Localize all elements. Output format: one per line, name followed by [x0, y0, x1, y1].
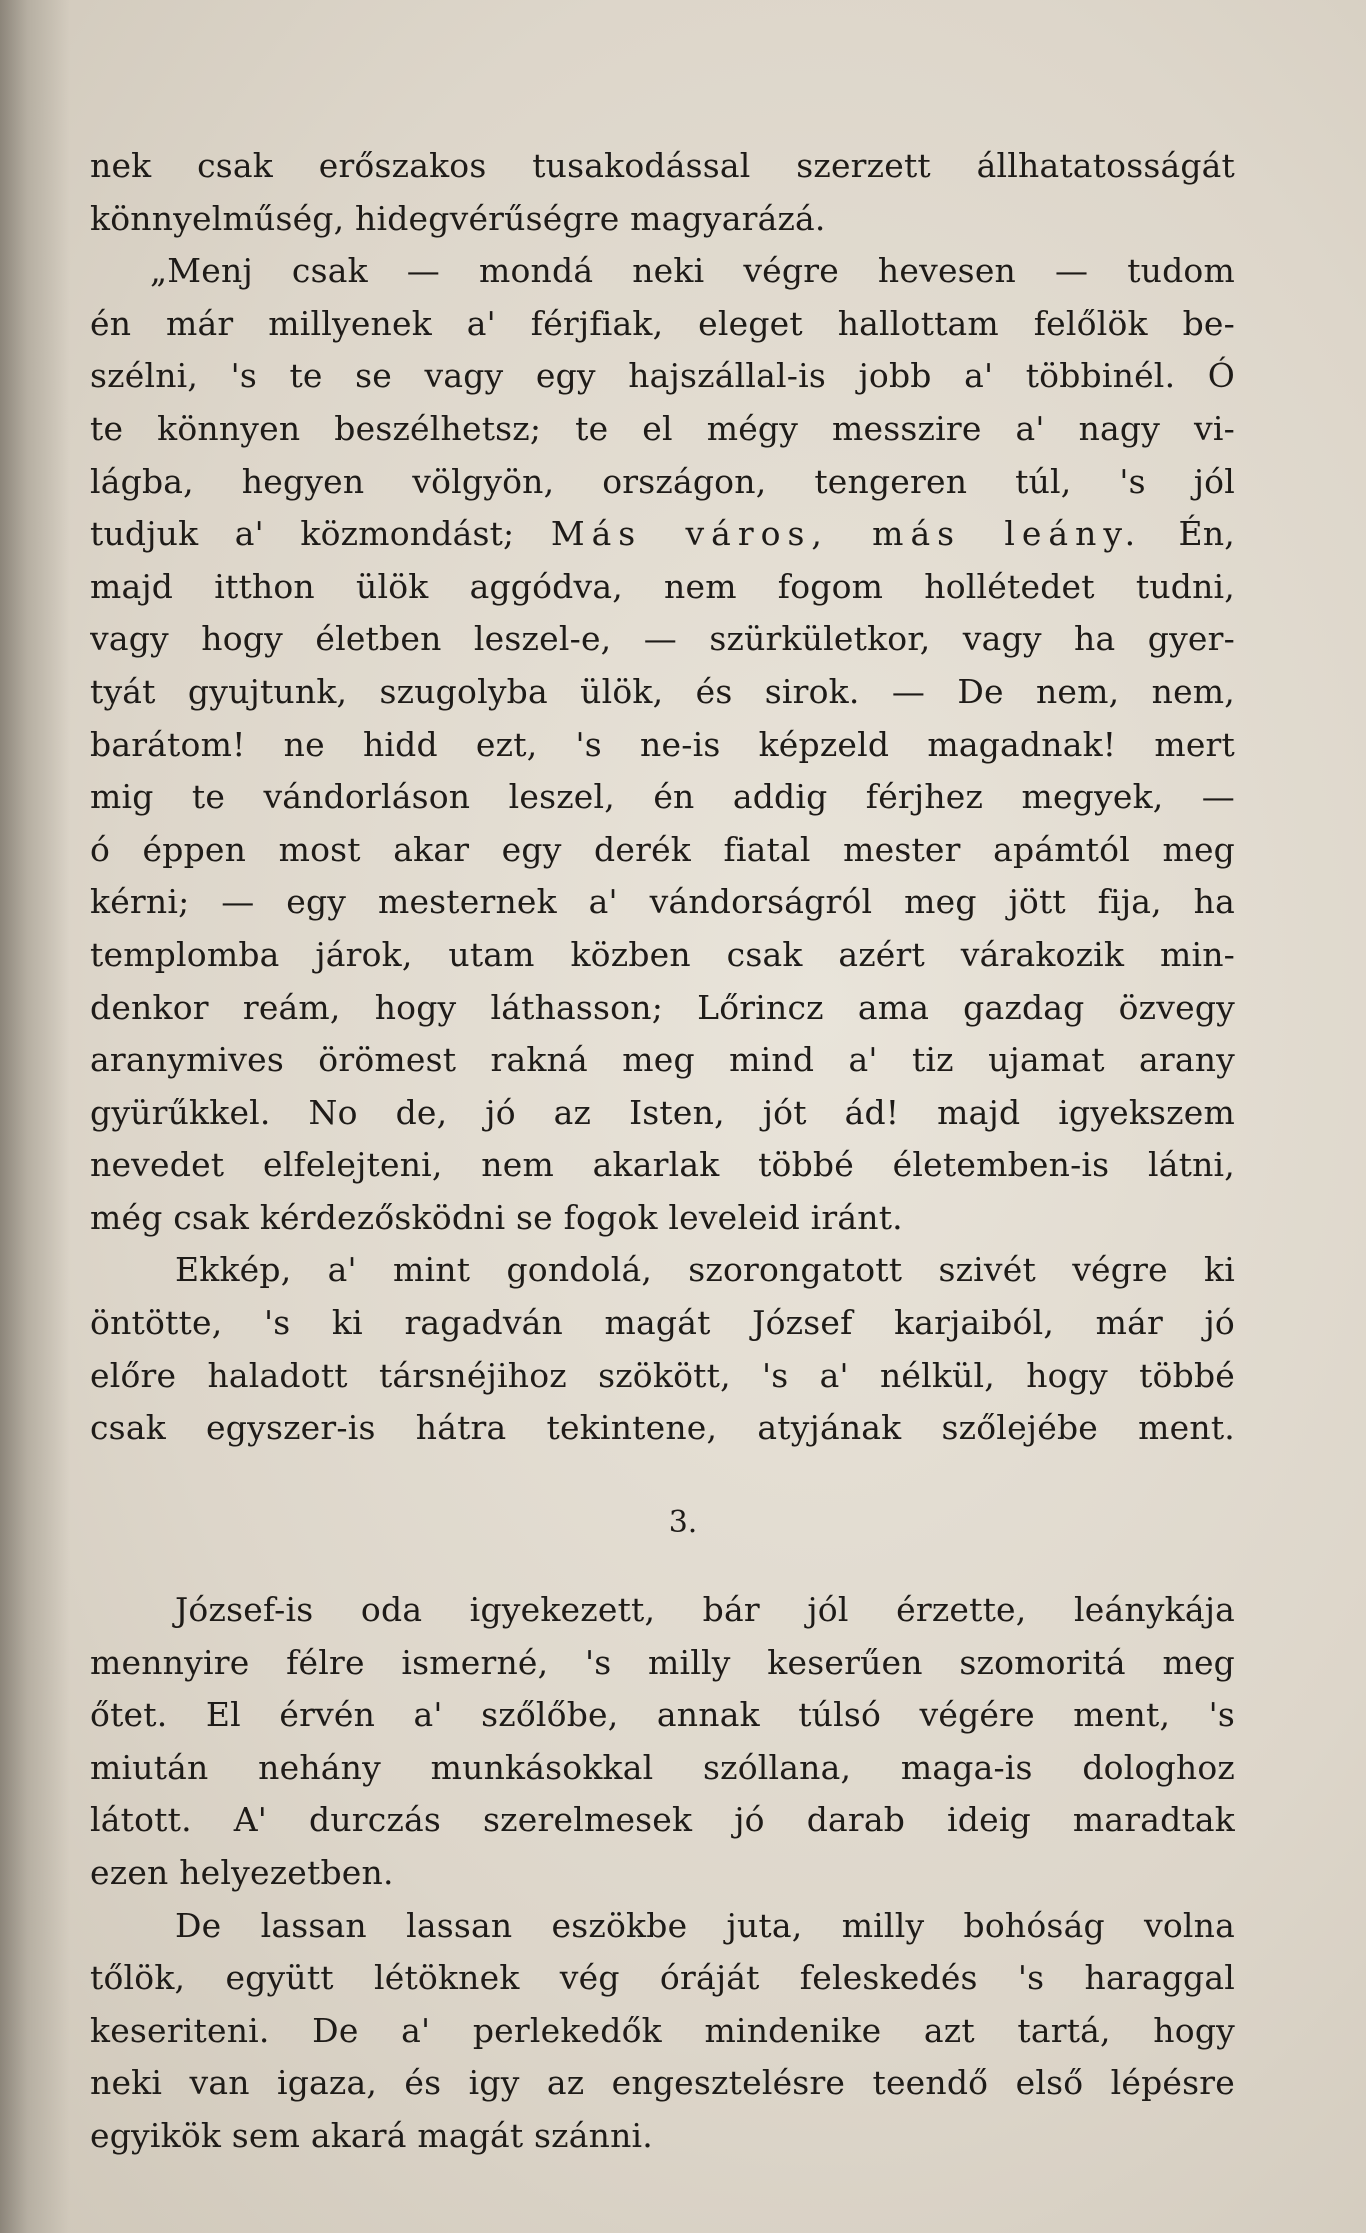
text-line: „Menj csak — mondá neki végre hevesen — tudom: [150, 251, 1235, 291]
text-line: tyát gyujtunk, szugolyba ülök, és sirok. — De nem, nem,: [90, 671, 1235, 711]
text-line: majd itthon ülök aggódva, nem fogom hollétedet tudni,: [90, 566, 1235, 606]
text-line: József-is oda igyekezett, bár jól érzette, leánykája: [175, 1590, 1235, 1629]
text-line: tudjuk a' közmondást; Más város, más leány. Én,: [90, 514, 1235, 554]
text-line: vagy hogy életben leszel-e, — szürkületkor, vagy ha gyer-: [90, 619, 1235, 659]
text-line: tőlök, együtt létöknek vég óráját feleskedés 's haraggal: [90, 1958, 1235, 1998]
text-line: ó éppen most akar egy derék fiatal mester apámtól meg: [90, 829, 1235, 869]
text-block-part1: [90, 140, 1235, 1455]
text-line: öntötte, 's ki ragadván magát József karjaiból, már jó: [90, 1303, 1235, 1343]
text-line: ezen helyezetben.: [90, 1852, 394, 1892]
text-line: nevedet elfelejteni, nem akarlak többé életemben-is látni,: [90, 1145, 1235, 1185]
section-number: 3.: [668, 1505, 698, 1540]
text-line: én már millyenek a' férjfiak, eleget hallottam felőlök be-: [90, 303, 1235, 343]
text-line: mennyire félre ismerné, 's milly keserűen szomoritá meg: [90, 1642, 1235, 1682]
text-line: keseriteni. De a' perlekedők mindenike azt tartá, hogy: [90, 2010, 1235, 2050]
text-line: mig te vándorláson leszel, én addig férjhez megyek, —: [90, 777, 1235, 817]
text-line: miután nehány munkásokkal szóllana, maga-is dologhoz: [90, 1747, 1235, 1787]
text-line: te könnyen beszélhetsz; te el mégy messzire a' nagy vi-: [90, 408, 1235, 448]
text-line: egyikök sem akará magát szánni.: [90, 2115, 653, 2155]
text-line: könnyelműség, hidegvérűségre magyarázá.: [90, 198, 826, 238]
text-line: barátom! ne hidd ezt, 's ne-is képzeld magadnak! mert: [90, 724, 1235, 764]
emphasized-proverb: Más város, más leány.: [550, 514, 1143, 554]
text-block-part2: [90, 1584, 1235, 2163]
text-line: aranymives örömest rakná meg mind a' tiz ujamat arany: [90, 1040, 1235, 1080]
text-line: őtet. El érvén a' szőlőbe, annak túlsó végére ment, 's: [90, 1695, 1235, 1735]
text-line: csak egyszer-is hátra tekintene, atyjának szőlejébe ment.: [90, 1408, 1235, 1448]
text-line: gyürűkkel. No de, jó az Isten, jót ád! majd igyekszem: [90, 1092, 1235, 1132]
text-line: De lassan lassan eszökbe juta, milly bohóság volna: [175, 1905, 1235, 1945]
text-line: Ekkép, a' mint gondolá, szorongatott szivét végre ki: [175, 1250, 1235, 1290]
text-line: kérni; — egy mesternek a' vándorságról meg jött fija, ha: [90, 882, 1235, 922]
text-line: lágba, hegyen völgyön, országon, tengeren túl, 's jól: [90, 461, 1235, 501]
binding-gutter-shadow: [0, 0, 70, 2233]
text-line: nek csak erőszakos tusakodással szerzett állhatatosságát: [90, 146, 1235, 185]
text-line: látott. A' durczás szerelmesek jó darab ideig maradtak: [90, 1800, 1235, 1840]
text-line: szélni, 's te se vagy egy hajszállal-is jobb a' többinél. Ó: [90, 356, 1235, 396]
text-line: előre haladott társnéjihoz szökött, 's a' nélkül, hogy többé: [90, 1355, 1235, 1395]
text-line: neki van igaza, és igy az engesztelésre teendő első lépésre: [90, 2063, 1235, 2103]
text-line: denkor reám, hogy láthasson; Lőrincz ama gazdag özvegy: [90, 987, 1235, 1027]
text-line: még csak kérdezősködni se fogok leveleid iránt.: [90, 1197, 903, 1237]
text-line: templomba járok, utam közben csak azért várakozik min-: [90, 934, 1235, 974]
